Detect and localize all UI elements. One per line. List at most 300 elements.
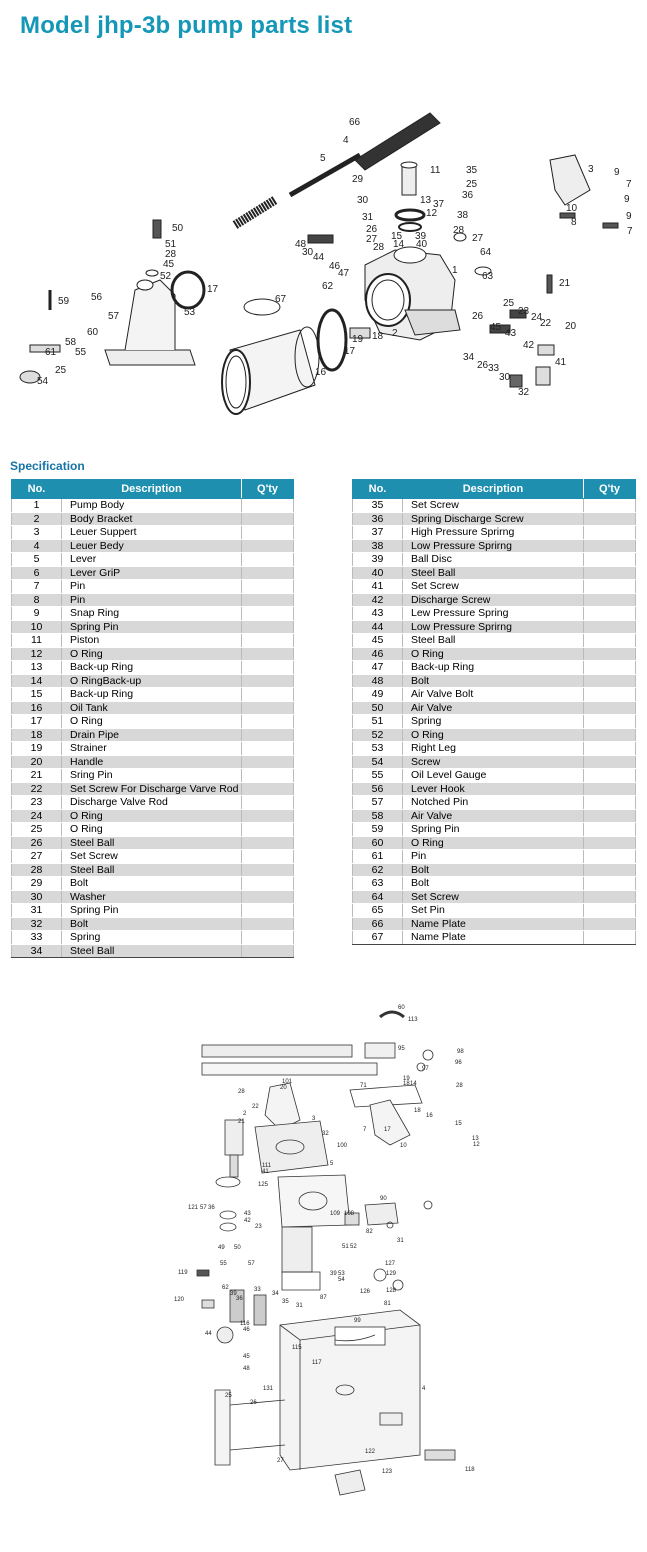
part-description: Oil Tank [62, 701, 242, 715]
svg-text:90: 90 [380, 1196, 387, 1202]
svg-text:2: 2 [243, 1111, 247, 1117]
part-qty [242, 674, 294, 688]
part-qty [242, 688, 294, 702]
part-description: High Pressure Sprirng [403, 526, 584, 540]
part-description: Lew Pressure Spring [403, 607, 584, 621]
part-number: 9 [12, 607, 62, 621]
table-row [353, 931, 636, 945]
table-row [12, 553, 294, 567]
part-number: 55 [353, 769, 403, 783]
svg-text:36: 36 [236, 1296, 243, 1302]
part-number: 38 [353, 539, 403, 553]
part-number: 67 [353, 931, 403, 945]
table-row [353, 823, 636, 837]
svg-text:35: 35 [466, 165, 478, 176]
svg-text:3: 3 [588, 164, 594, 175]
svg-text:42: 42 [523, 340, 535, 351]
part-number: 42 [353, 593, 403, 607]
part-qty [242, 877, 294, 891]
svg-text:55: 55 [75, 347, 87, 358]
part-number: 17 [12, 715, 62, 729]
table-row [353, 688, 636, 702]
svg-text:108: 108 [344, 1211, 355, 1217]
part-number: 24 [12, 809, 62, 823]
svg-text:17: 17 [384, 1127, 391, 1133]
part-qty [584, 553, 636, 567]
svg-text:12: 12 [426, 208, 438, 219]
svg-text:25: 25 [466, 179, 478, 190]
svg-text:32: 32 [322, 1131, 329, 1137]
part-number: 25 [12, 823, 62, 837]
table-row [12, 769, 294, 783]
svg-text:39: 39 [330, 1271, 337, 1277]
part-qty [242, 728, 294, 742]
svg-text:54: 54 [338, 1277, 345, 1283]
part-qty [242, 661, 294, 675]
part-description: O Ring [62, 809, 242, 823]
table-row [12, 850, 294, 864]
svg-text:3: 3 [312, 1116, 316, 1122]
svg-text:95: 95 [398, 1046, 405, 1052]
svg-text:15: 15 [455, 1121, 462, 1127]
svg-text:98: 98 [457, 1049, 464, 1055]
svg-text:8: 8 [571, 217, 577, 228]
part-qty [584, 809, 636, 823]
svg-text:28: 28 [456, 1083, 463, 1089]
part-qty [242, 499, 294, 513]
svg-text:14: 14 [410, 1081, 417, 1087]
svg-text:17: 17 [207, 284, 219, 295]
svg-text:111: 111 [262, 1163, 272, 1169]
part-qty [584, 661, 636, 675]
part-description: Steel Ball [62, 863, 242, 877]
svg-text:11: 11 [430, 165, 441, 176]
svg-text:47: 47 [338, 268, 350, 279]
part-number: 22 [12, 782, 62, 796]
part-description: Pin [62, 593, 242, 607]
part-qty [242, 755, 294, 769]
table-row [12, 580, 294, 594]
svg-text:34: 34 [272, 1291, 279, 1297]
table-row [12, 917, 294, 931]
part-description: Bolt [62, 877, 242, 891]
part-description: Name Plate [403, 917, 584, 931]
svg-text:54: 54 [37, 376, 49, 387]
part-number: 45 [353, 634, 403, 648]
svg-text:33: 33 [488, 363, 500, 374]
svg-text:18: 18 [372, 331, 384, 342]
part-number: 6 [12, 566, 62, 580]
svg-text:57: 57 [248, 1261, 255, 1267]
part-number: 19 [12, 742, 62, 756]
svg-text:22: 22 [252, 1104, 259, 1110]
svg-text:25: 25 [503, 298, 515, 309]
table-row [12, 526, 294, 540]
part-description: Lever GriP [62, 566, 242, 580]
part-number: 37 [353, 526, 403, 540]
part-number: 62 [353, 863, 403, 877]
table-row [353, 580, 636, 594]
table-row [353, 796, 636, 810]
svg-text:16: 16 [426, 1113, 433, 1119]
part-number: 28 [12, 863, 62, 877]
svg-text:129: 129 [386, 1271, 397, 1277]
part-description: Ball Disc [403, 553, 584, 567]
part-description: Spring [62, 931, 242, 945]
part-description: Set Screw [62, 850, 242, 864]
table-row [353, 863, 636, 877]
part-description: Air Valve [403, 809, 584, 823]
exploded-parts-diagram-bottom [170, 995, 480, 1545]
svg-text:55: 55 [220, 1261, 227, 1267]
part-qty [584, 728, 636, 742]
svg-text:14: 14 [393, 239, 405, 250]
table-row [353, 674, 636, 688]
svg-text:41: 41 [555, 357, 567, 368]
part-qty [584, 755, 636, 769]
svg-text:63: 63 [482, 271, 494, 282]
svg-text:62: 62 [322, 281, 334, 292]
svg-text:38: 38 [457, 210, 469, 221]
svg-text:81: 81 [384, 1301, 391, 1307]
svg-text:53: 53 [338, 1271, 345, 1277]
part-description: Spring Pin [62, 620, 242, 634]
part-qty [242, 526, 294, 540]
table-row [353, 890, 636, 904]
svg-text:87: 87 [320, 1295, 327, 1301]
part-qty [584, 526, 636, 540]
part-number: 59 [353, 823, 403, 837]
svg-text:25: 25 [55, 365, 67, 376]
part-number: 15 [12, 688, 62, 702]
table-row [12, 742, 294, 756]
part-number: 50 [353, 701, 403, 715]
svg-text:39: 39 [230, 1291, 237, 1297]
part-number: 49 [353, 688, 403, 702]
part-description: O Ring [403, 647, 584, 661]
table-row [353, 782, 636, 796]
part-number: 60 [353, 836, 403, 850]
svg-text:28: 28 [453, 225, 465, 236]
table-row [12, 539, 294, 553]
part-description: Oil Level Gauge [403, 769, 584, 783]
svg-text:44: 44 [313, 252, 325, 263]
header-no: No. [353, 480, 403, 499]
svg-text:30: 30 [499, 372, 511, 383]
part-description: O Ring [62, 823, 242, 837]
part-qty [584, 647, 636, 661]
table-row [12, 728, 294, 742]
table-row [353, 620, 636, 634]
part-number: 7 [12, 580, 62, 594]
part-number: 14 [12, 674, 62, 688]
part-qty [242, 701, 294, 715]
svg-text:26: 26 [250, 1400, 257, 1406]
svg-text:43: 43 [244, 1211, 251, 1217]
svg-text:7: 7 [363, 1127, 367, 1133]
part-description: Sring Pin [62, 769, 242, 783]
part-qty [584, 850, 636, 864]
table-row [353, 917, 636, 931]
svg-text:60: 60 [398, 1005, 405, 1011]
table-row [353, 701, 636, 715]
svg-text:60: 60 [87, 327, 99, 338]
part-qty [584, 634, 636, 648]
part-number: 33 [12, 931, 62, 945]
part-qty [584, 904, 636, 918]
svg-text:82: 82 [366, 1229, 373, 1235]
part-number: 12 [12, 647, 62, 661]
part-description: Spring Pin [62, 904, 242, 918]
part-number: 58 [353, 809, 403, 823]
table-row [353, 728, 636, 742]
part-number: 4 [12, 539, 62, 553]
part-description: Set Screw For Discharge Varve Rod [62, 782, 242, 796]
part-description: Lever [62, 553, 242, 567]
svg-text:36: 36 [208, 1205, 215, 1211]
part-qty [242, 931, 294, 945]
part-qty [242, 647, 294, 661]
svg-text:48: 48 [243, 1366, 250, 1372]
table-row [12, 877, 294, 891]
svg-text:10: 10 [566, 203, 578, 214]
part-description: Spring [403, 715, 584, 729]
svg-text:116: 116 [240, 1321, 250, 1327]
svg-text:29: 29 [352, 174, 364, 185]
svg-text:49: 49 [218, 1245, 225, 1251]
svg-text:96: 96 [455, 1060, 462, 1066]
table-row [353, 566, 636, 580]
table-row [12, 647, 294, 661]
svg-text:44: 44 [205, 1331, 212, 1337]
svg-text:1: 1 [452, 265, 458, 276]
svg-text:123: 123 [382, 1469, 393, 1475]
svg-text:121: 121 [188, 1205, 199, 1211]
svg-text:109: 109 [330, 1211, 341, 1217]
svg-text:56: 56 [91, 292, 103, 303]
part-number: 29 [12, 877, 62, 891]
part-number: 21 [12, 769, 62, 783]
svg-text:30: 30 [357, 195, 369, 206]
svg-text:19: 19 [352, 334, 364, 345]
svg-text:128: 128 [386, 1288, 397, 1294]
svg-text:53: 53 [184, 307, 196, 318]
svg-text:45: 45 [243, 1354, 250, 1360]
svg-text:27: 27 [472, 233, 484, 244]
svg-text:61: 61 [45, 347, 57, 358]
svg-text:57: 57 [200, 1205, 207, 1211]
part-qty [242, 823, 294, 837]
svg-text:43: 43 [505, 328, 517, 339]
svg-text:25: 25 [225, 1393, 232, 1399]
part-description: Air Valve [403, 701, 584, 715]
table-row [353, 593, 636, 607]
part-number: 32 [12, 917, 62, 931]
svg-text:23: 23 [518, 306, 530, 317]
table-row [353, 769, 636, 783]
part-number: 63 [353, 877, 403, 891]
header-qty: Q'ty [242, 480, 294, 499]
part-qty [584, 877, 636, 891]
part-description: Washer [62, 890, 242, 904]
svg-text:27: 27 [366, 234, 378, 245]
svg-text:20: 20 [280, 1085, 287, 1091]
part-description: Back-up Ring [62, 688, 242, 702]
svg-text:42: 42 [244, 1218, 251, 1224]
part-qty [242, 850, 294, 864]
part-number: 35 [353, 499, 403, 513]
part-qty [584, 593, 636, 607]
part-number: 16 [12, 701, 62, 715]
svg-text:99: 99 [354, 1318, 361, 1324]
table-row [12, 688, 294, 702]
table-row [12, 863, 294, 877]
svg-text:122: 122 [365, 1449, 376, 1455]
svg-text:19: 19 [403, 1076, 410, 1082]
svg-text:36: 36 [462, 190, 474, 201]
part-number: 48 [353, 674, 403, 688]
part-qty [242, 944, 294, 958]
svg-text:119: 119 [178, 1270, 188, 1276]
svg-text:51: 51 [342, 1244, 349, 1250]
part-description: Low Pressure Sprirng [403, 620, 584, 634]
part-description: Right Leg [403, 742, 584, 756]
part-qty [242, 580, 294, 594]
part-description: O Ring [62, 647, 242, 661]
part-qty [584, 674, 636, 688]
svg-text:131: 131 [263, 1386, 274, 1392]
table-row [353, 499, 636, 513]
svg-text:13: 13 [420, 195, 432, 206]
part-number: 44 [353, 620, 403, 634]
part-description: Snap Ring [62, 607, 242, 621]
svg-text:100: 100 [337, 1143, 348, 1149]
part-qty [584, 890, 636, 904]
svg-text:48: 48 [295, 239, 307, 250]
part-number: 41 [353, 580, 403, 594]
part-number: 56 [353, 782, 403, 796]
part-number: 53 [353, 742, 403, 756]
svg-text:10: 10 [400, 1143, 407, 1149]
part-description: Set Screw [403, 890, 584, 904]
part-qty [242, 904, 294, 918]
part-qty [584, 566, 636, 580]
part-description: Bolt [403, 877, 584, 891]
svg-text:27: 27 [277, 1458, 284, 1464]
part-qty [242, 809, 294, 823]
part-number: 8 [12, 593, 62, 607]
part-description: Bolt [62, 917, 242, 931]
svg-text:28: 28 [165, 249, 177, 260]
parts-table-left [11, 479, 294, 958]
part-description: Steel Ball [403, 566, 584, 580]
part-description: Piston [62, 634, 242, 648]
part-description: Leuer Bedy [62, 539, 242, 553]
svg-text:117: 117 [312, 1360, 322, 1366]
svg-text:28: 28 [238, 1089, 245, 1095]
table-row [353, 809, 636, 823]
part-qty [584, 499, 636, 513]
svg-text:50: 50 [234, 1245, 241, 1251]
svg-text:66: 66 [349, 117, 361, 128]
part-qty [242, 566, 294, 580]
page-title: Model jhp-3b pump parts list [20, 12, 353, 39]
part-number: 34 [12, 944, 62, 958]
part-description: Set Screw [403, 499, 584, 513]
part-qty [584, 863, 636, 877]
svg-text:32: 32 [518, 387, 530, 398]
table-row [353, 836, 636, 850]
part-number: 36 [353, 512, 403, 526]
table-row [12, 620, 294, 634]
svg-text:37: 37 [433, 199, 445, 210]
part-qty [242, 607, 294, 621]
svg-text:46: 46 [243, 1327, 250, 1333]
part-number: 40 [353, 566, 403, 580]
svg-text:4: 4 [422, 1386, 426, 1392]
part-qty [242, 769, 294, 783]
part-qty [584, 796, 636, 810]
table-row [12, 715, 294, 729]
part-number: 61 [353, 850, 403, 864]
table-row [12, 836, 294, 850]
table-row [12, 701, 294, 715]
part-description: Back-up Ring [62, 661, 242, 675]
svg-text:7: 7 [626, 179, 632, 190]
part-description: Steel Ball [403, 634, 584, 648]
table-row [12, 890, 294, 904]
svg-text:23: 23 [255, 1224, 262, 1230]
part-qty [242, 917, 294, 931]
part-number: 2 [12, 512, 62, 526]
part-description: Bolt [403, 863, 584, 877]
svg-text:20: 20 [565, 321, 577, 332]
part-number: 3 [12, 526, 62, 540]
svg-text:33: 33 [254, 1287, 261, 1293]
part-qty [242, 539, 294, 553]
part-number: 51 [353, 715, 403, 729]
table-header-row [353, 480, 636, 499]
part-description: Spring Discharge Screw [403, 512, 584, 526]
part-qty [584, 539, 636, 553]
part-qty [242, 715, 294, 729]
svg-text:45: 45 [490, 322, 502, 333]
svg-text:5: 5 [330, 1161, 334, 1167]
svg-text:18: 18 [414, 1108, 421, 1114]
svg-text:21: 21 [238, 1119, 245, 1125]
table-row [353, 661, 636, 675]
part-description: Discharge Valve Rod [62, 796, 242, 810]
svg-text:22: 22 [540, 318, 552, 329]
table-row [12, 634, 294, 648]
table-row [353, 634, 636, 648]
svg-text:2: 2 [392, 328, 398, 339]
part-qty [242, 796, 294, 810]
part-number: 31 [12, 904, 62, 918]
table-header-row [12, 480, 294, 499]
svg-text:125: 125 [258, 1182, 269, 1188]
part-description: Steel Ball [62, 944, 242, 958]
part-qty [242, 863, 294, 877]
part-number: 18 [12, 728, 62, 742]
svg-text:52: 52 [350, 1244, 357, 1250]
svg-text:21: 21 [559, 278, 571, 289]
header-description: Description [403, 480, 584, 499]
svg-text:31: 31 [397, 1238, 404, 1244]
part-number: 64 [353, 890, 403, 904]
part-description: Body Bracket [62, 512, 242, 526]
part-qty [584, 620, 636, 634]
